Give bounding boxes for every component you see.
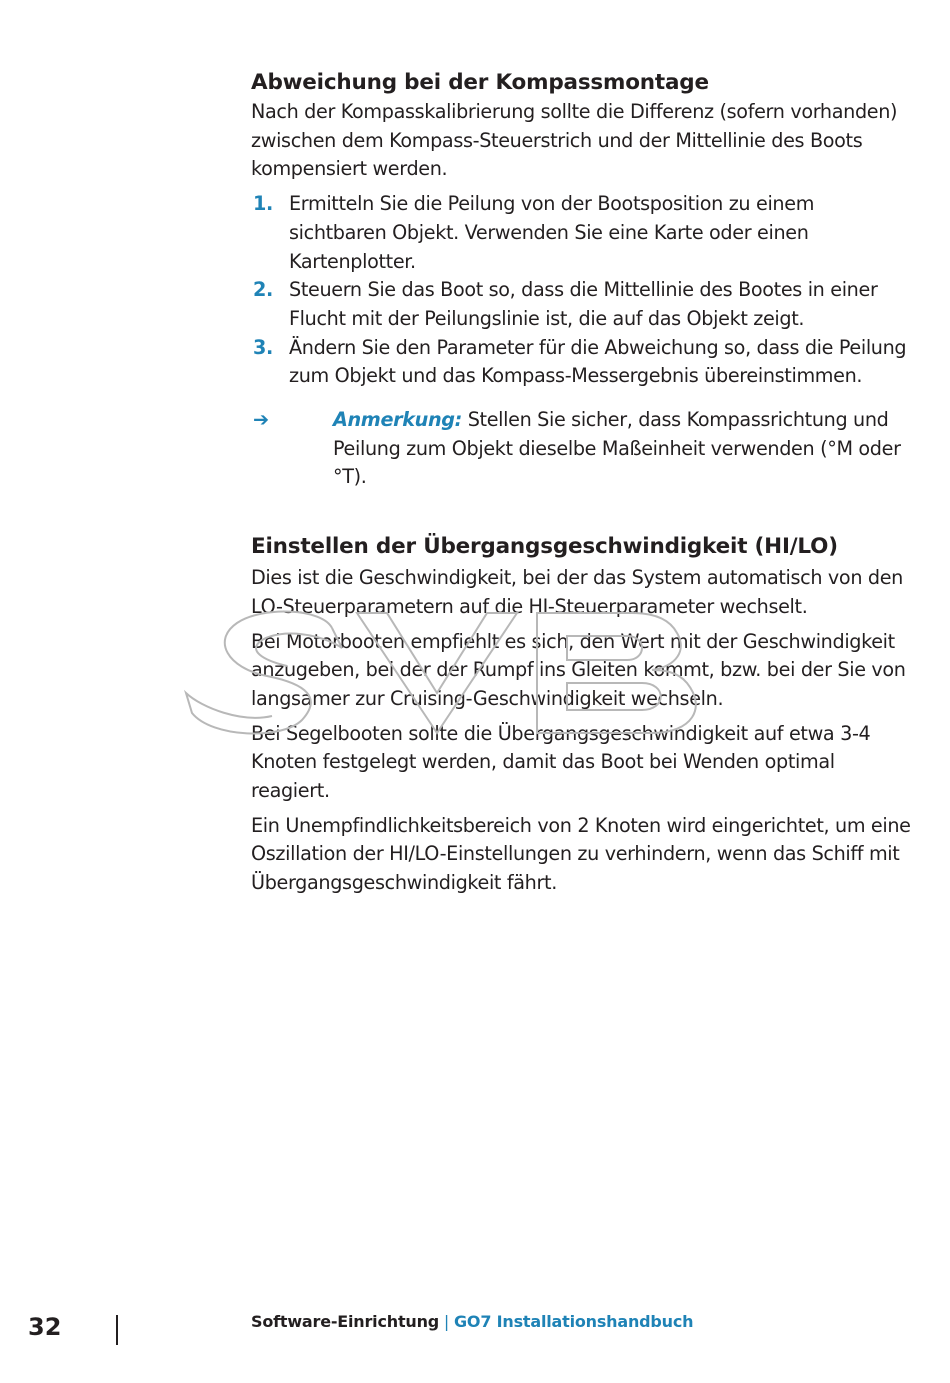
footer-document-title: GO7 Installationshandbuch <box>454 1312 694 1331</box>
list-item <box>251 334 911 391</box>
paragraph: Ein Unempfindlichkeitsbereich von 2 Knoten wird eingerichtet, um eine Oszillation der HI/LO-Einstellungen zu verhindern, wenn das Schiff mit Übergangsgeschwindigkeit fährt. <box>251 813 911 895</box>
list-item <box>251 276 911 333</box>
section-compass-deviation <box>251 68 911 492</box>
arrow-right-icon: ➔ <box>253 408 269 432</box>
step-text: Steuern Sie das Boot so, dass die Mittellinie des Bootes in einer Flucht mit der Peilungslinie ist, die auf das Objekt zeigt. <box>289 278 878 330</box>
step-text: Ermitteln Sie die Peilung von der Bootsposition zu einem sichtbaren Objekt. Verwenden Sie eine Karte oder einen Kartenplotter. <box>289 192 815 273</box>
step-number: 1. <box>253 192 273 216</box>
list-item <box>251 190 911 276</box>
steps-list <box>251 190 911 391</box>
note-block <box>251 406 911 492</box>
footer <box>251 1310 693 1334</box>
footer-divider <box>116 1315 118 1345</box>
section-heading: Abweichung bei der Kompassmontage <box>251 70 709 95</box>
step-number: 3. <box>253 335 273 359</box>
step-number: 2. <box>253 278 273 302</box>
footer-separator: | <box>439 1312 454 1331</box>
page-number: 32 <box>28 1313 62 1341</box>
page-content <box>251 68 911 904</box>
paragraph: Bei Motorbooten empfiehlt es sich, den Wert mit der Geschwindigkeit anzugeben, bei der der Rumpf ins Gleiten kommt, bzw. bei der Sie von langsamer zur Cruising-Geschwindigkeit wechseln. <box>251 629 906 710</box>
intro-paragraph: Nach der Kompasskalibrierung sollte die Differenz (sofern vorhanden) zwischen dem Kompass-Steuerstrich und der Mittellinie des Boots kompensiert werden. <box>251 100 898 181</box>
note-text: Stellen Sie sicher, dass Kompassrichtung und Peilung zum Objekt dieselbe Maßeinheit verwenden (°M oder °T). <box>333 408 901 489</box>
section-transition-speed <box>251 532 911 898</box>
note-label: Anmerkung: <box>333 408 462 432</box>
paragraph: Bei Segelbooten sollte die Übergangsgeschwindigkeit auf etwa 3-4 Knoten festgelegt werden, damit das Boot bei Wenden optimal reagiert. <box>251 721 871 803</box>
footer-section: Software-Einrichtung <box>251 1312 440 1331</box>
paragraph: Dies ist die Geschwindigkeit, bei der das System automatisch von den LO-Steuerparametern auf die HI-Steuerparameter wechselt. <box>251 566 903 618</box>
step-text: Ändern Sie den Parameter für die Abweichung so, dass die Peilung zum Objekt und das Kompass-Messergebnis übereinstimmen. <box>289 335 907 388</box>
section-heading: Einstellen der Übergangsgeschwindigkeit (HI/LO) <box>251 534 838 560</box>
